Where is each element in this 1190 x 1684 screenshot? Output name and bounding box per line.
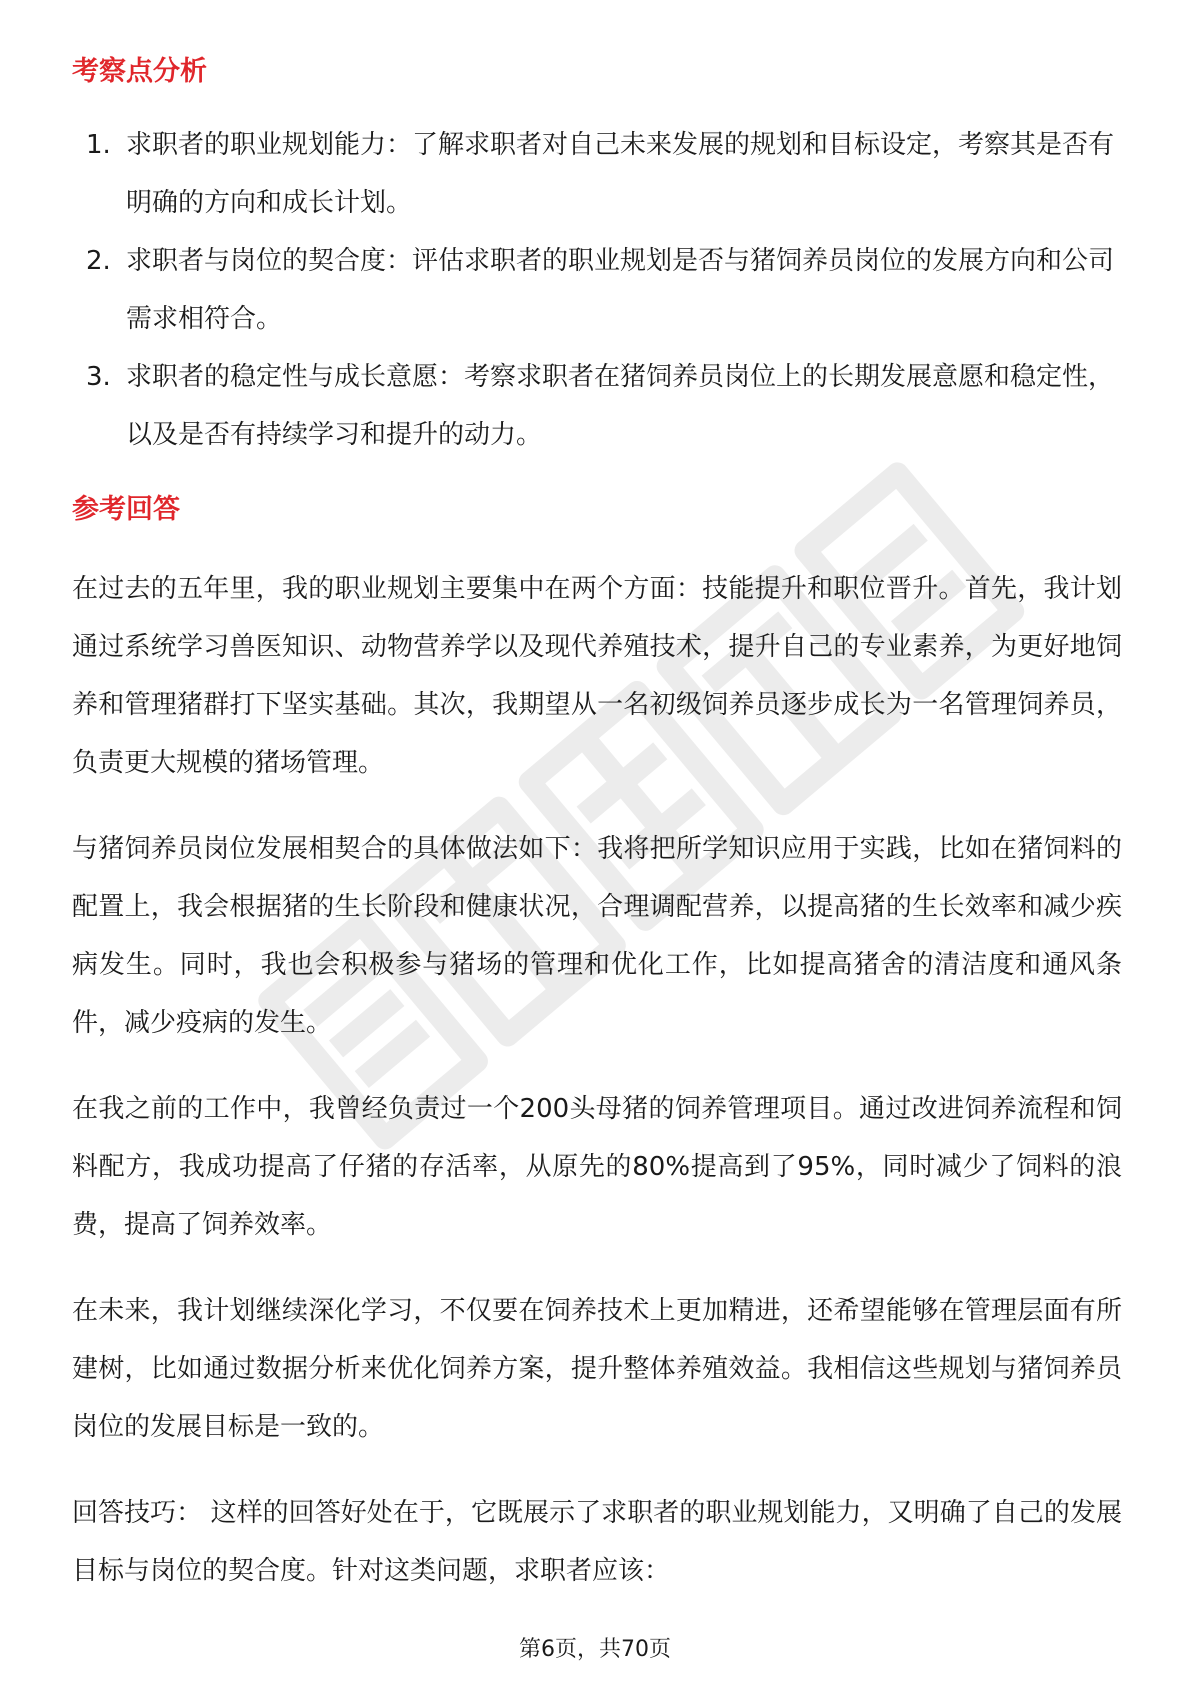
analysis-list xyxy=(72,116,1122,464)
list-item xyxy=(72,116,1122,232)
answer-paragraph: 在未来，我计划继续深化学习，不仅要在饲养技术上更加精进，还希望能够在管理层面有所建树，比如通过数据分析来优化饲养方案，提升整体养殖效益。我相信这些规划与猪饲养员岗位的发展目标是一致的。 xyxy=(72,1296,1122,1442)
list-item-text: 求职者的稳定性与成长意愿：考察求职者在猪饲养员岗位上的长期发展意愿和稳定性，以及是否有持续学习和提升的动力。 xyxy=(126,362,1115,450)
list-item-text: 求职者与岗位的契合度：评估求职者的职业规划是否与猪饲养员岗位的发展方向和公司需求相符合。 xyxy=(126,246,1115,334)
list-item xyxy=(72,348,1122,464)
answer-paragraph: 在我之前的工作中，我曾经负责过一个200头母猪的饲养管理项目。通过改进饲养流程和饲料配方，我成功提高了仔猪的存活率，从原先的80%提高到了95%，同时减少了饲料的浪费，提高了饲养效率。 xyxy=(72,1094,1122,1240)
analysis-heading: 考察点分析 xyxy=(72,56,207,87)
list-item-number: 1. xyxy=(86,130,111,160)
list-item xyxy=(72,232,1122,348)
answer-heading: 参考回答 xyxy=(72,494,180,525)
list-item-text: 求职者的职业规划能力：了解求职者对自己未来发展的规划和目标设定，考察其是否有明确的方向和成长计划。 xyxy=(126,130,1115,218)
answer-paragraph: 在过去的五年里，我的职业规划主要集中在两个方面：技能提升和职位晋升。首先，我计划通过系统学习兽医知识、动物营养学以及现代养殖技术，提升自己的专业素养，为更好地饲养和管理猪群打下坚实基础。其次，我期望从一名初级饲养员逐步成长为一名管理饲养员，负责更大规模的猪场管理。 xyxy=(72,574,1122,778)
list-item-number: 2. xyxy=(86,246,111,276)
list-item-number: 3. xyxy=(86,362,111,392)
answer-paragraph: 与猪饲养员岗位发展相契合的具体做法如下：我将把所学知识应用于实践，比如在猪饲料的配置上，我会根据猪的生长阶段和健康状况，合理调配营养，以提高猪的生长效率和减少疾病发生。同时，我也会积极参与猪场的管理和优化工作，比如提高猪舍的清洁度和通风条件，减少疫病的发生。 xyxy=(72,834,1122,1038)
page-number: 第6页，共70页 xyxy=(519,1637,671,1662)
answer-tips-paragraph: 回答技巧： 这样的回答好处在于，它既展示了求职者的职业规划能力，又明确了自己的发展目标与岗位的契合度。针对这类问题，求职者应该： xyxy=(72,1498,1122,1586)
